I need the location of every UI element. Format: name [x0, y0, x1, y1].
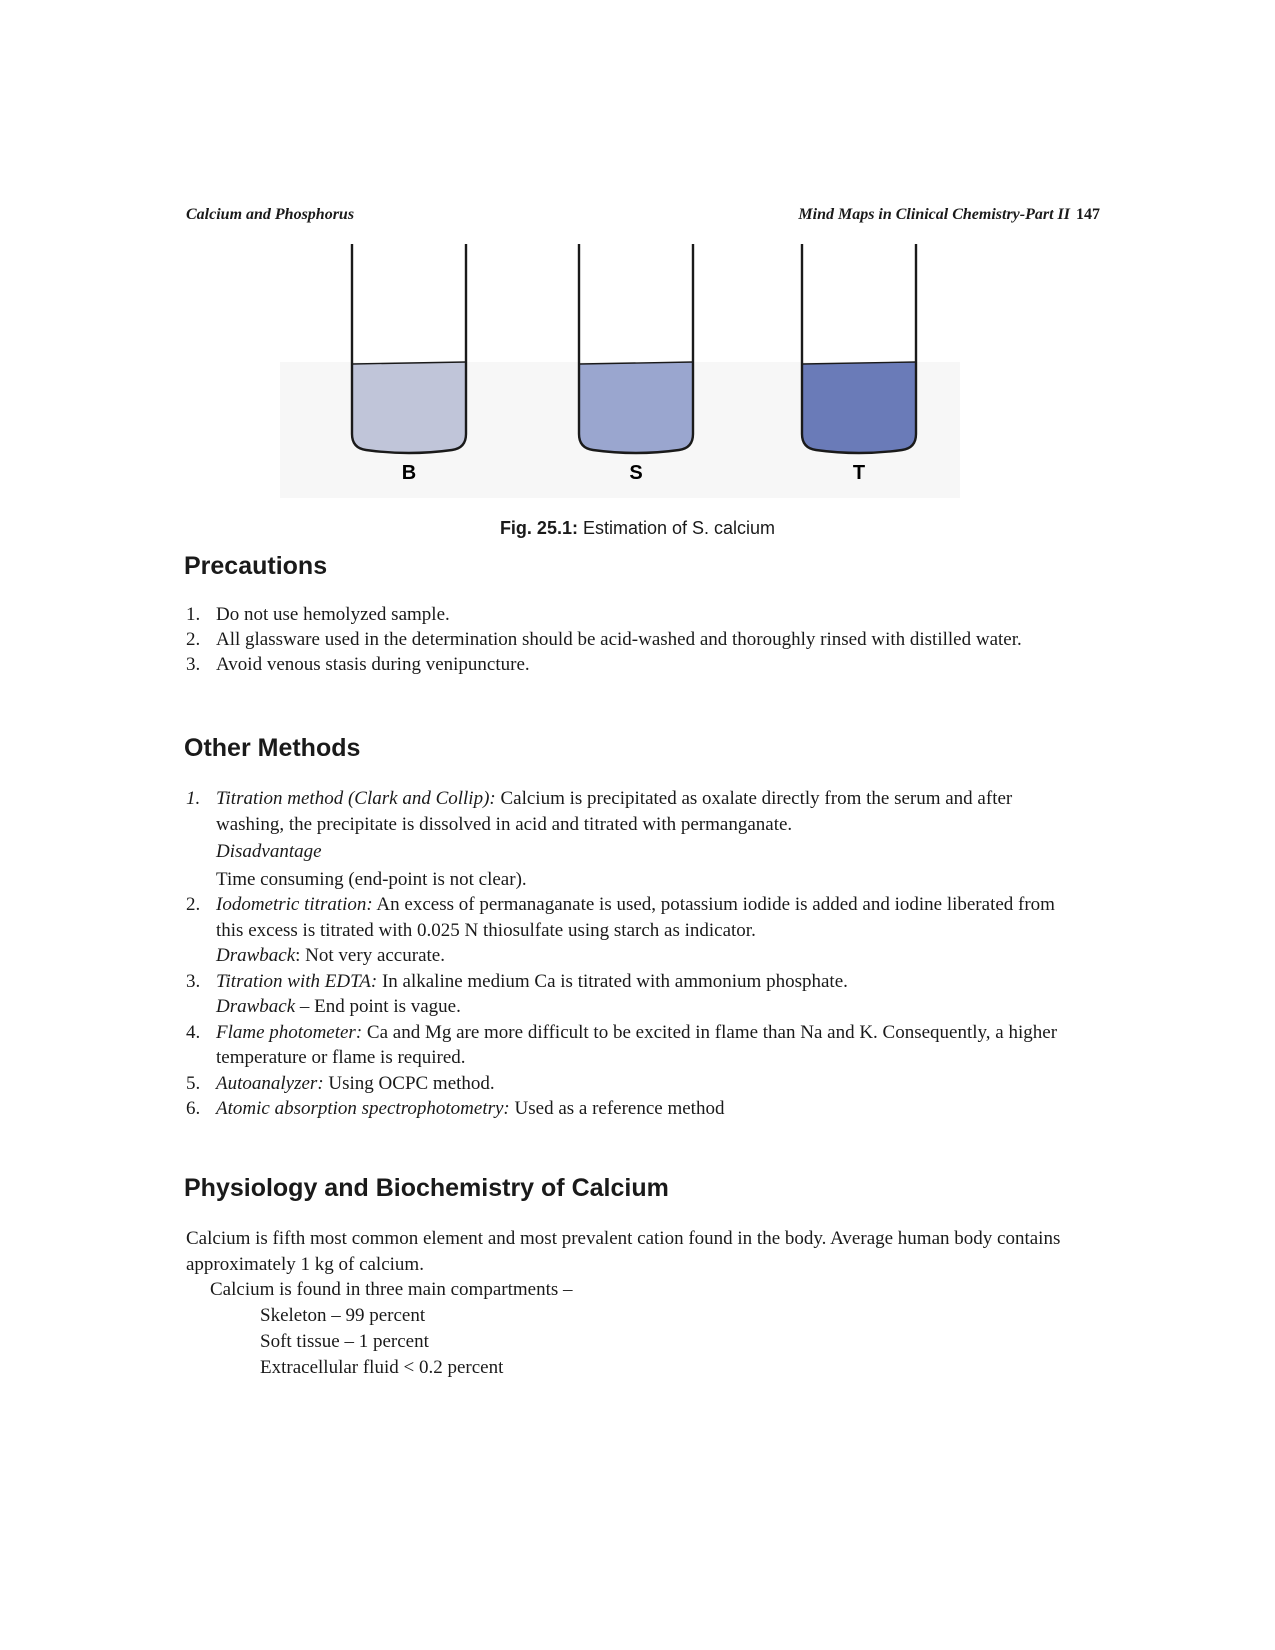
list-item [186, 652, 1066, 677]
method-subtext: Time consuming (end-point is not clear). [216, 868, 527, 890]
tube-label-s: S [629, 462, 643, 484]
list-item [186, 1020, 1066, 1071]
method-subterm: Drawback [216, 945, 296, 966]
test-tube-figure [280, 244, 1000, 520]
running-head-book-title: Mind Maps in Clinical Chemistry-Part II [798, 206, 1070, 223]
method-text: An excess of permanaganate is used, potassium iodide is added and iodine liberated from this excess is titrated with 0.025 N thiosulfate using starch as indicator. [216, 894, 1055, 941]
list-item [186, 786, 1066, 892]
item-text: Avoid venous stasis during venipuncture. [216, 654, 530, 675]
figure-caption-label: Fig. 25.1: [499, 518, 578, 538]
method-text: Calcium is precipitated as oxalate directly from the serum and after washing, the precipitate is dissolved in acid and titrated with permanganate. [216, 788, 1013, 835]
physiology-heading: Physiology and Biochemistry of Calcium [184, 1174, 669, 1202]
page-number: 147 [1076, 206, 1100, 223]
tube-liquid-b [352, 362, 466, 453]
method-subtext: : Not very accurate. [295, 945, 445, 966]
compartment-item: Extracellular fluid < 0.2 percent [260, 1357, 504, 1378]
test-tube-t [802, 244, 916, 484]
test-tube-s [579, 244, 693, 484]
physiology-intro: Calcium is fifth most common element and most prevalent cation found in the body. Average human body contains approximately 1 kg of calcium. [186, 1228, 1061, 1275]
test-tube-b [352, 244, 466, 484]
method-text: Used as a reference method [509, 1098, 725, 1119]
list-item [186, 1071, 1066, 1097]
method-text: Using OCPC method. [323, 1072, 495, 1094]
precautions-heading: Precautions [184, 552, 328, 580]
running-head [186, 206, 1100, 230]
tube-label-b: B [401, 462, 417, 484]
method-subterm: Disadvantage [216, 841, 322, 862]
item-number: 1. [186, 604, 201, 625]
method-text: In alkaline medium Ca is titrated with ammonium phosphate. [377, 970, 848, 992]
figure-caption-text: Estimation of S. calcium [582, 518, 776, 538]
compartment-item: Skeleton – 99 percent [260, 1305, 426, 1326]
compartments-intro: Calcium is found in three main compartments – [210, 1279, 573, 1300]
method-subtext: – End point is vague. [295, 996, 461, 1017]
item-number: 5. [186, 1072, 201, 1094]
item-number: 3. [186, 970, 201, 992]
item-number: 1. [186, 788, 201, 809]
method-subterm: Drawback [216, 996, 296, 1017]
item-number: 4. [186, 1021, 201, 1043]
list-item [186, 602, 1066, 627]
list-item [186, 1096, 1066, 1122]
other-methods-list [186, 786, 1066, 1122]
list-item [186, 969, 1066, 1020]
item-number: 6. [186, 1098, 201, 1119]
item-text: All glassware used in the determination should be acid-washed and thoroughly rinsed with distilled water. [216, 629, 1022, 650]
test-tube-illustration [280, 244, 1000, 500]
method-text: Ca and Mg are more difficult to be excited in flame than Na and K. Consequently, a higher temperature or flame is required. [216, 1021, 1058, 1068]
other-methods-heading: Other Methods [184, 734, 361, 762]
method-term: Iodometric titration: [216, 894, 373, 915]
tube-liquid-s [579, 362, 693, 453]
list-item [186, 627, 1066, 652]
tube-label-t: T [852, 462, 866, 484]
tube-liquid-t [802, 362, 916, 453]
method-term: Atomic absorption spectrophotometry: [216, 1098, 510, 1119]
method-term: Titration with EDTA: [216, 970, 378, 992]
method-term: Autoanalyzer: [216, 1072, 324, 1094]
item-number: 2. [186, 894, 201, 915]
method-term: Titration method (Clark and Collip): [216, 788, 496, 809]
item-number: 3. [186, 654, 201, 675]
figure-caption [0, 518, 1275, 539]
precautions-list [186, 602, 1066, 677]
compartment-item: Soft tissue – 1 percent [260, 1331, 429, 1352]
running-head-book [798, 206, 1100, 224]
item-number: 2. [186, 629, 201, 650]
running-head-chapter: Calcium and Phosphorus [186, 206, 355, 223]
list-item [186, 892, 1066, 969]
method-term: Flame photometer: [216, 1021, 363, 1043]
item-text: Do not use hemolyzed sample. [216, 604, 450, 625]
